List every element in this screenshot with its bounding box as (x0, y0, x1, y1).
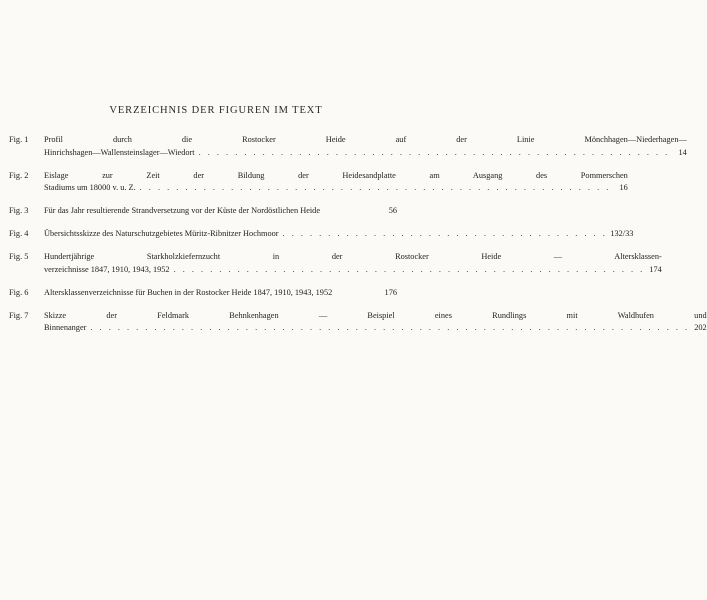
caption-line: Profil durch die Rostocker Heide auf der Linie Mönchhagen—Niederhagen— (44, 135, 687, 144)
figure-caption (44, 170, 628, 195)
page-title: VERZEICHNIS DER FIGUREN IM TEXT (109, 105, 323, 116)
caption-line: Binnenanger (44, 323, 87, 332)
figure-entry-3 (9, 205, 397, 218)
figure-label: Fig. 7 (9, 310, 29, 320)
caption-last-line (44, 287, 397, 300)
page-number: 56 (388, 206, 397, 215)
figure-list (9, 134, 707, 345)
figure-caption (44, 205, 397, 218)
caption-line: Stadiums um 18000 v. u. Z. (44, 183, 136, 192)
figure-entry-1 (9, 134, 687, 159)
page-number: 14 (678, 147, 687, 157)
dot-leader: . . . . . . . . . . . . . . . . . . . . . . . . . . . . . . . . . . . . . . . . . . . . . . . . . . . . (173, 264, 645, 274)
figure-label: Fig. 4 (9, 229, 29, 238)
dot-leader: . . . . . . . . . . . . . . . . . . . . . . . . . . . . . . . . . . . . . . . . . . . . . . . . . . . . . . . . . . . . . . . . . . (90, 323, 690, 332)
caption-line: Altersklassenverzeichnisse für Buchen in der Rostocker Heide 1847, 1910, 1943, 1952 (44, 287, 333, 297)
figure-caption (44, 310, 707, 335)
figure-label: Fig. 3 (9, 206, 29, 215)
caption-last-line (44, 147, 687, 160)
caption-line: Skizze der Feldmark Behnkenhagen — Beispiel eines Rundlings mit Waldhufen und (44, 310, 707, 320)
caption-line: Übersichtsskizze des Naturschutzgebietes Müritz-Ribnitzer Hochmoor (44, 229, 279, 238)
figure-caption (44, 251, 662, 276)
page-number: 132/33 (610, 229, 634, 238)
caption-line: verzeichnisse 1847, 1910, 1943, 1952 (44, 264, 170, 274)
page-number: 174 (649, 264, 662, 274)
caption-last-line (44, 264, 662, 277)
caption-last-line (44, 228, 633, 241)
caption-last-line (44, 205, 397, 218)
caption-line: Hundertjährige Starkholzkiefernzucht in der Rostocker Heide — Altersklassen- (44, 252, 662, 261)
dot-leader: . . . . . . . . . . . . . . . . . . . . . . . . . . . . . . . . . . . . . . . . . . . . . . . . . . . . (198, 147, 670, 157)
page-number: 202 (694, 323, 707, 332)
figure-caption (44, 287, 397, 300)
figure-label: Fig. 5 (9, 252, 29, 261)
figure-label: Fig. 2 (9, 170, 29, 180)
figure-entry-2 (9, 170, 628, 195)
dot-leader: . . . . . . . . . . . . . . . . . . . . . . . . . . . . . . . . . . . . . . . . . . . . . . . . . . . . (139, 183, 611, 192)
dot-leader: . . . . . . . . . . . . . . . . . . . . . . . . . . . . . . . . . . . . (282, 229, 608, 238)
figure-entry-4 (9, 228, 634, 241)
figure-label: Fig. 6 (9, 287, 29, 297)
caption-line: Für das Jahr resultierende Strandversetzung vor der Küste der Nordöstlichen Heide (44, 206, 321, 215)
figure-caption (44, 228, 633, 241)
figure-label: Fig. 1 (9, 135, 29, 144)
page-number: 16 (619, 183, 628, 192)
page-number: 176 (384, 287, 397, 297)
figure-entry-5 (9, 251, 662, 276)
caption-line: Hinrichshagen—Wallensteinslager—Wiedort (44, 147, 195, 157)
caption-last-line (44, 182, 628, 195)
caption-last-line (44, 322, 707, 335)
figure-caption (44, 134, 687, 159)
figure-entry-6 (9, 287, 397, 300)
figure-entry-7 (9, 310, 707, 335)
caption-line: Eislage zur Zeit der Bildung der Heidesandplatte am Ausgang des Pommerschen (44, 170, 628, 180)
